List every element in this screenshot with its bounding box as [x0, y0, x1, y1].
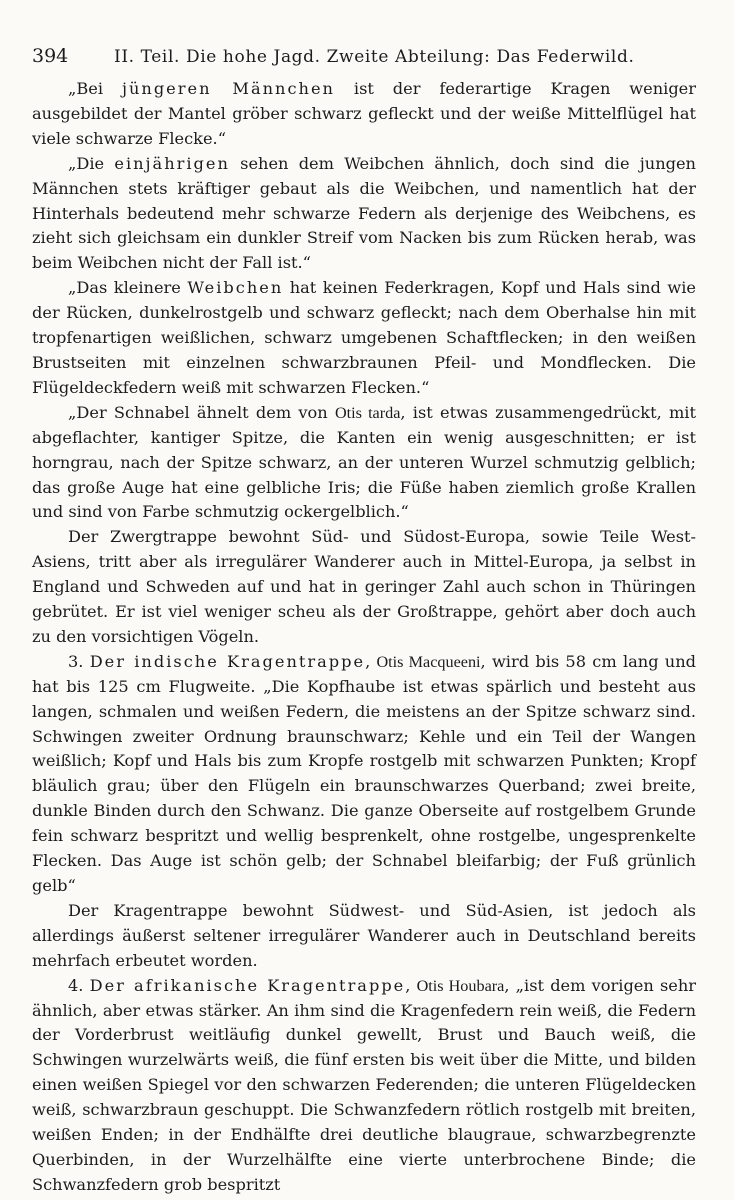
text-run: 3.: [68, 651, 90, 671]
spaced-term: einjährigen: [114, 153, 230, 173]
latin-name: Otis tarda: [334, 403, 401, 422]
spaced-term: Der indische Kragentrappe: [89, 651, 366, 671]
paragraph: [32, 152, 696, 277]
paragraph: [32, 77, 696, 152]
spaced-term: Der afrikanische Kragentrappe: [89, 975, 406, 995]
text-run: , wird bis 58 cm lang und hat bis 125 cm Flugweite. „Die Kopfhaube ist etwas spärlich und besteht aus langen, schmalen und weißen Federn, die meistens an der Spitze schwarz sind. Schwingen zweiter Ordnung braunschwarz; Kehle und ein Teil der Wangen weißlich; Kopf und Hals bis zum Kropfe rostgelb mit schwarzen Punkten; Kropf bläulich grau; über den Flügeln ein braunschwarzes Querband; zwei breite, dunkle Binden durch den Schwanz. Die ganze Oberseite auf rostgelbem Grunde fein schwarz bespritzt und wellig besprenkelt, ohne rostgelbe, ungesprenkelte Flecken. Das Auge ist schön gelb; der Schnabel bleifarbig; der Fuß grünlich gelb“: [32, 651, 697, 895]
text-run: , ist etwas zusammengedrückt, mit abgeflachter, kantiger Spitze, die Kanten ein wenig ausgeschnitten; er ist horngrau, nach der Spitze schwarz, an der unteren Wurzel schmutzig gelblich; das große Auge hat eine gelbliche Iris; die Füße haben ziemlich große Krallen und sind von Farbe schmutzig ockergelblich.“: [32, 402, 696, 522]
spaced-term: jüngeren Männchen: [121, 79, 335, 98]
latin-name: Otis Houbara: [416, 976, 505, 995]
text-run: , „ist dem vorigen sehr ähnlich, aber etwas stärker. An ihm sind die Kragenfedern rein weiß, die Federn der Vorderbrust weitläufig dunkel gewellt, Brust und Bauch weiß, die Schwingen wurzelwärts weiß, die fünf ersten bis weit über die Mitte, und bilden einen weißen Spiegel vor den schwarzen Federenden; die unteren Flügeldecken weiß, schwarzbraun geschuppt. Die Schwanzfedern rötlich rostgelb mit breiten, weißen Enden; in der Endhälfte drei deutliche blaugraue, schwarzbegrenzte Querbinden, in der Wurzelhälfte eine vierte unterbrochene Binde; die Schwanzfedern grob bespritzt: [32, 975, 697, 1194]
page-number: 394: [32, 45, 69, 67]
paragraph: [32, 525, 696, 650]
paragraph: [32, 974, 696, 1198]
text-run: „Bei: [68, 79, 122, 98]
text-run: „Der Schnabel ähnelt dem von: [68, 402, 335, 422]
text-run: ist der federartige Kragen weniger ausgebildet der Mantel gröber schwarz gefleckt und der weiße Mittelflügel hat viele schwarze Flecke.“: [32, 79, 696, 148]
text-run: „Das kleinere: [68, 278, 188, 298]
text-run: hat keinen Federkragen, Kopf und Hals sind wie der Rücken, dunkelrostgelb und schwarz gefleckt; nach dem Oberhalse hin mit tropfenartigen weißlichen, schwarz umgebenen Schaftflecken; in den weißen Brustseiten mit einzelnen schwarzbraunen Pfeil- und Mondflecken. Die Flügeldeckfedern weiß mit schwarzen Flecken.“: [32, 278, 696, 397]
paragraph: [32, 650, 696, 899]
latin-name: Otis Macqueeni: [376, 652, 481, 671]
running-head: II. Teil. Die hohe Jagd. Zweite Abteilung: Das Federwild.: [114, 47, 635, 67]
text-run: sehen dem Weibchen ähnlich, doch sind die jungen Männchen stets kräftiger gebaut als die Weibchen, und namentlich hat der Hinterhals bedeutend mehr schwarze Federn als derjenige des Weibchens, es zieht sich gleichsam ein dunkler Streif vom Nacken bis zum Rücken herab, was beim Weibchen nicht der Fall ist.“: [32, 153, 696, 273]
body-text: [32, 77, 696, 1198]
paragraph: [32, 276, 696, 401]
text-run: „Die: [68, 153, 115, 173]
paragraph: [32, 899, 696, 974]
text-run: Der Kragentrappe bewohnt Südwest- und Süd-Asien, ist jedoch als allerdings äußerst seltener irregulärer Wanderer auch in Deutschland bereits mehrfach erbeutet worden.: [32, 900, 696, 970]
paragraph: [32, 401, 696, 526]
text-run: ,: [405, 975, 417, 995]
page-header: [32, 44, 696, 69]
spaced-term: Weibchen: [187, 278, 284, 298]
text-run: 4.: [68, 975, 90, 995]
text-run: Der Zwergtrappe bewohnt Süd- und Südost-Europa, sowie Teile West-Asiens, tritt aber als irregulärer Wanderer auch in Mittel-Europa, ja selbst in England und Schweden auf und hat in geringer Zahl auch schon in Thüringen gebrütet. Er ist viel weniger scheu als der Großtrappe, gehört aber doch auch zu den vorsichtigen Vögeln.: [32, 527, 696, 646]
text-run: ,: [365, 651, 377, 671]
